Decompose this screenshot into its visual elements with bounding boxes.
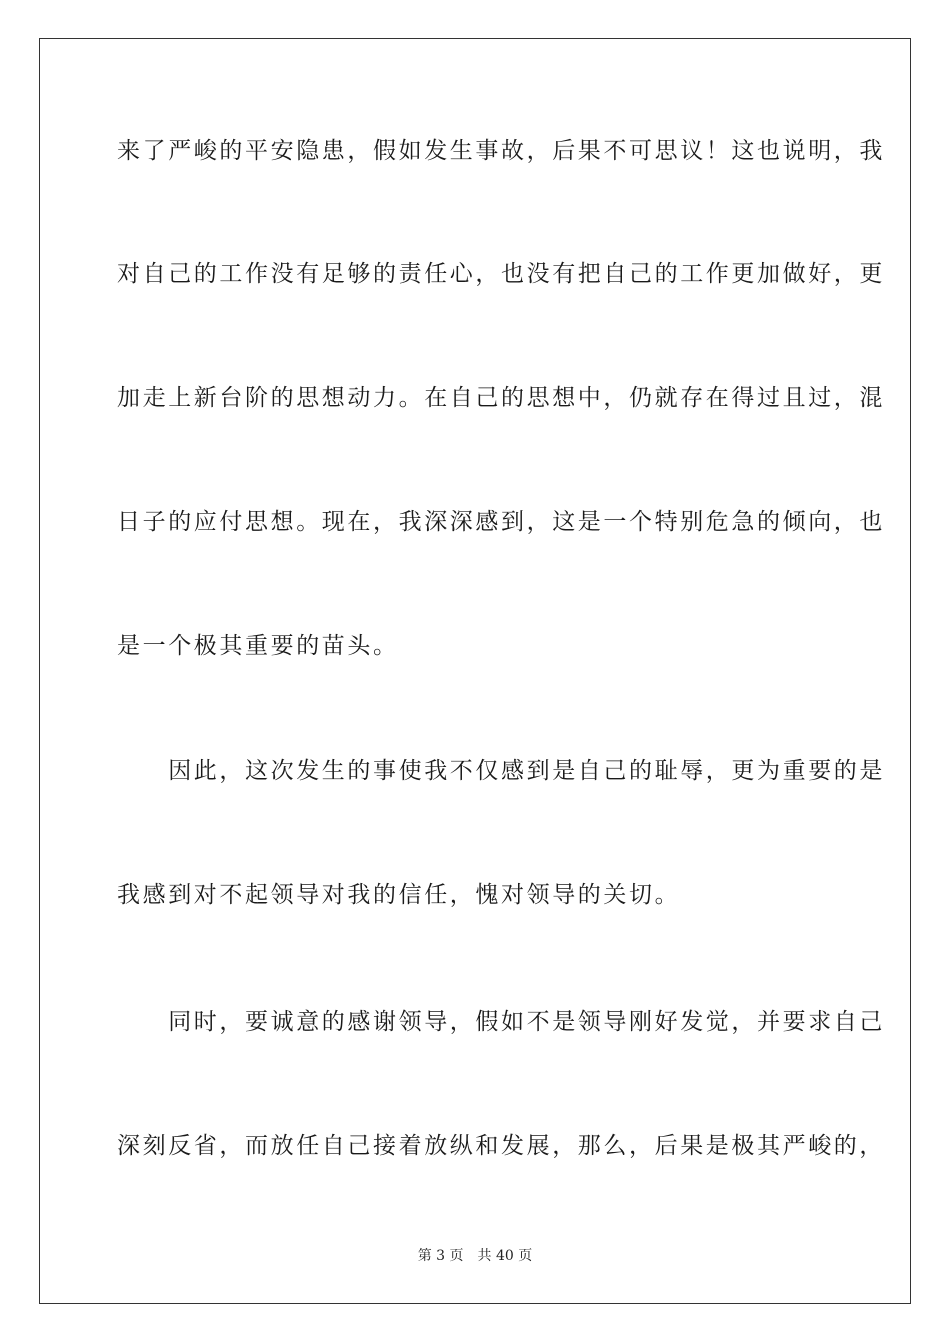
body-text-line: 日子的应付思想。现在，我深深感到，这是一个特别危急的倾向，也 (117, 509, 885, 535)
page-frame (39, 38, 911, 1304)
body-text-line: 是一个极其重要的苗头。 (117, 633, 399, 659)
page-footer (0, 1246, 950, 1266)
body-text-line: 同时，要诚意的感谢领导，假如不是领导刚好发觉，并要求自己 (117, 1009, 885, 1035)
body-text-line: 来了严峻的平安隐患，假如发生事故，后果不可思议！这也说明，我 (117, 138, 885, 164)
body-text-line: 深刻反省，而放任自己接着放纵和发展，那么，后果是极其严峻的， (117, 1133, 885, 1159)
page-number: 第 3 页 (417, 1248, 464, 1264)
body-text-line: 加走上新台阶的思想动力。在自己的思想中，仍就存在得过且过，混 (117, 385, 885, 411)
body-text-line: 对自己的工作没有足够的责任心，也没有把自己的工作更加做好，更 (117, 261, 885, 287)
body-text-line: 我感到对不起领导对我的信任，愧对领导的关切。 (117, 882, 681, 908)
page-total: 共 40 页 (477, 1248, 533, 1264)
body-text-line: 因此，这次发生的事使我不仅感到是自己的耻辱，更为重要的是 (117, 758, 885, 784)
